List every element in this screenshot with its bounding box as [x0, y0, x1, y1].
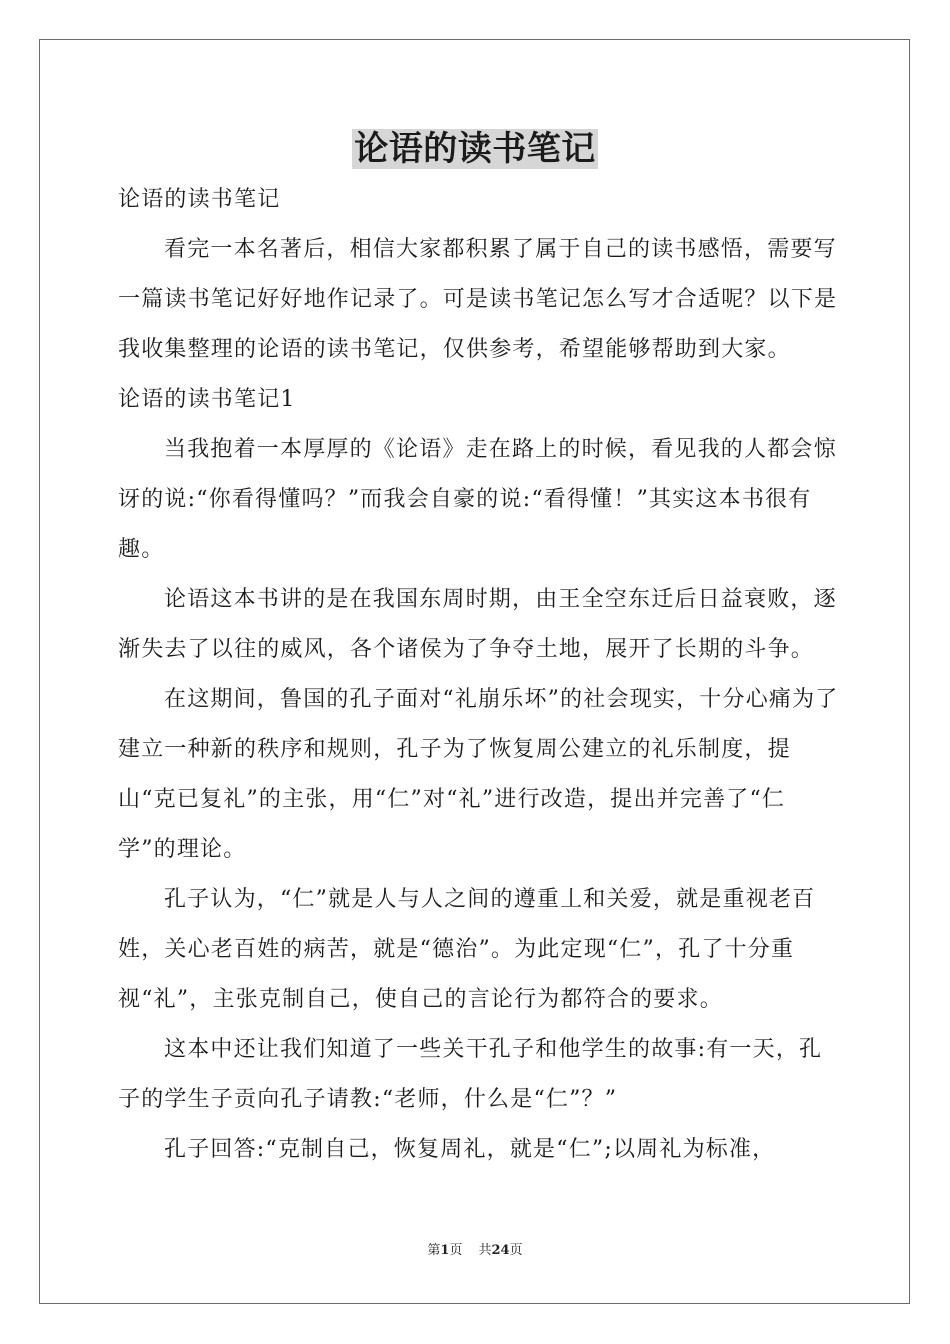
paragraph: 孔子认为，“仁”就是人与人之间的遵重丄和关爱，就是重视老百姓，关心老百姓的病苦，就是“德治”。为此定现“仁”，孔了十分重视“礼”，主张克制自己，使自己的言论行为都符合的要求。	[118, 887, 816, 1012]
paragraph: 看完一本名著后，相信大家都积累了属于自己的读书感悟，需要写一篇读书笔记好好地作记录了。可是读书笔记怎么写才合适呢？以下是我收集整理的论语的读书笔记，仅供参考，希望能够帮助到大家。	[118, 237, 838, 362]
paragraph: 论语的读书笔记	[118, 187, 281, 212]
paragraph: 这本中还让我们知道了一些关干孔子和他学生的故事:有一天，孔子的学生子贡向孔子请教:“老师，什么是“仁”？”	[118, 1037, 823, 1112]
document-title-text: 论语的读书笔记	[354, 129, 596, 169]
paragraph: 在这期间，鲁国的孔子面对“礼崩乐坏”的社会现实，十分心痛为了建立一种新的秩序和规则，孔子为了恢复周公建立的礼乐制度，提山“克已复礼”的主张，用“仁”对“礼”进行改造，提出并完善了“仁学”的理论。	[118, 687, 839, 862]
section-heading: 论语的读书笔记1	[118, 387, 296, 412]
total-pages: 24	[491, 1243, 510, 1258]
paragraph: 论语这本书讲的是在我国东周时期，由王全空东迁后日益衰败，逐渐失去了以往的威风，各个诸侯为了争夺土地，展开了长期的斗争。	[118, 587, 837, 662]
total-prefix: 共	[478, 1243, 492, 1258]
total-suffix: 页	[509, 1243, 523, 1258]
document-body	[118, 175, 840, 1175]
page-footer	[0, 1242, 950, 1260]
page-number: 1	[440, 1243, 450, 1258]
paragraph: 当我抱着一本厚厚的《论语》走在路上的时候，看见我的人都会惊讶的说:“你看得懂吗？”而我会自豪的说:“看得懂！”其实这本书很有趣。	[118, 437, 837, 562]
page-suffix: 页	[449, 1243, 463, 1258]
paragraph: 孔子回答:“克制自己，恢复周礼，就是“仁”;以周礼为标准，	[164, 1137, 776, 1162]
page-prefix: 第	[427, 1243, 441, 1258]
document-title	[0, 128, 950, 170]
